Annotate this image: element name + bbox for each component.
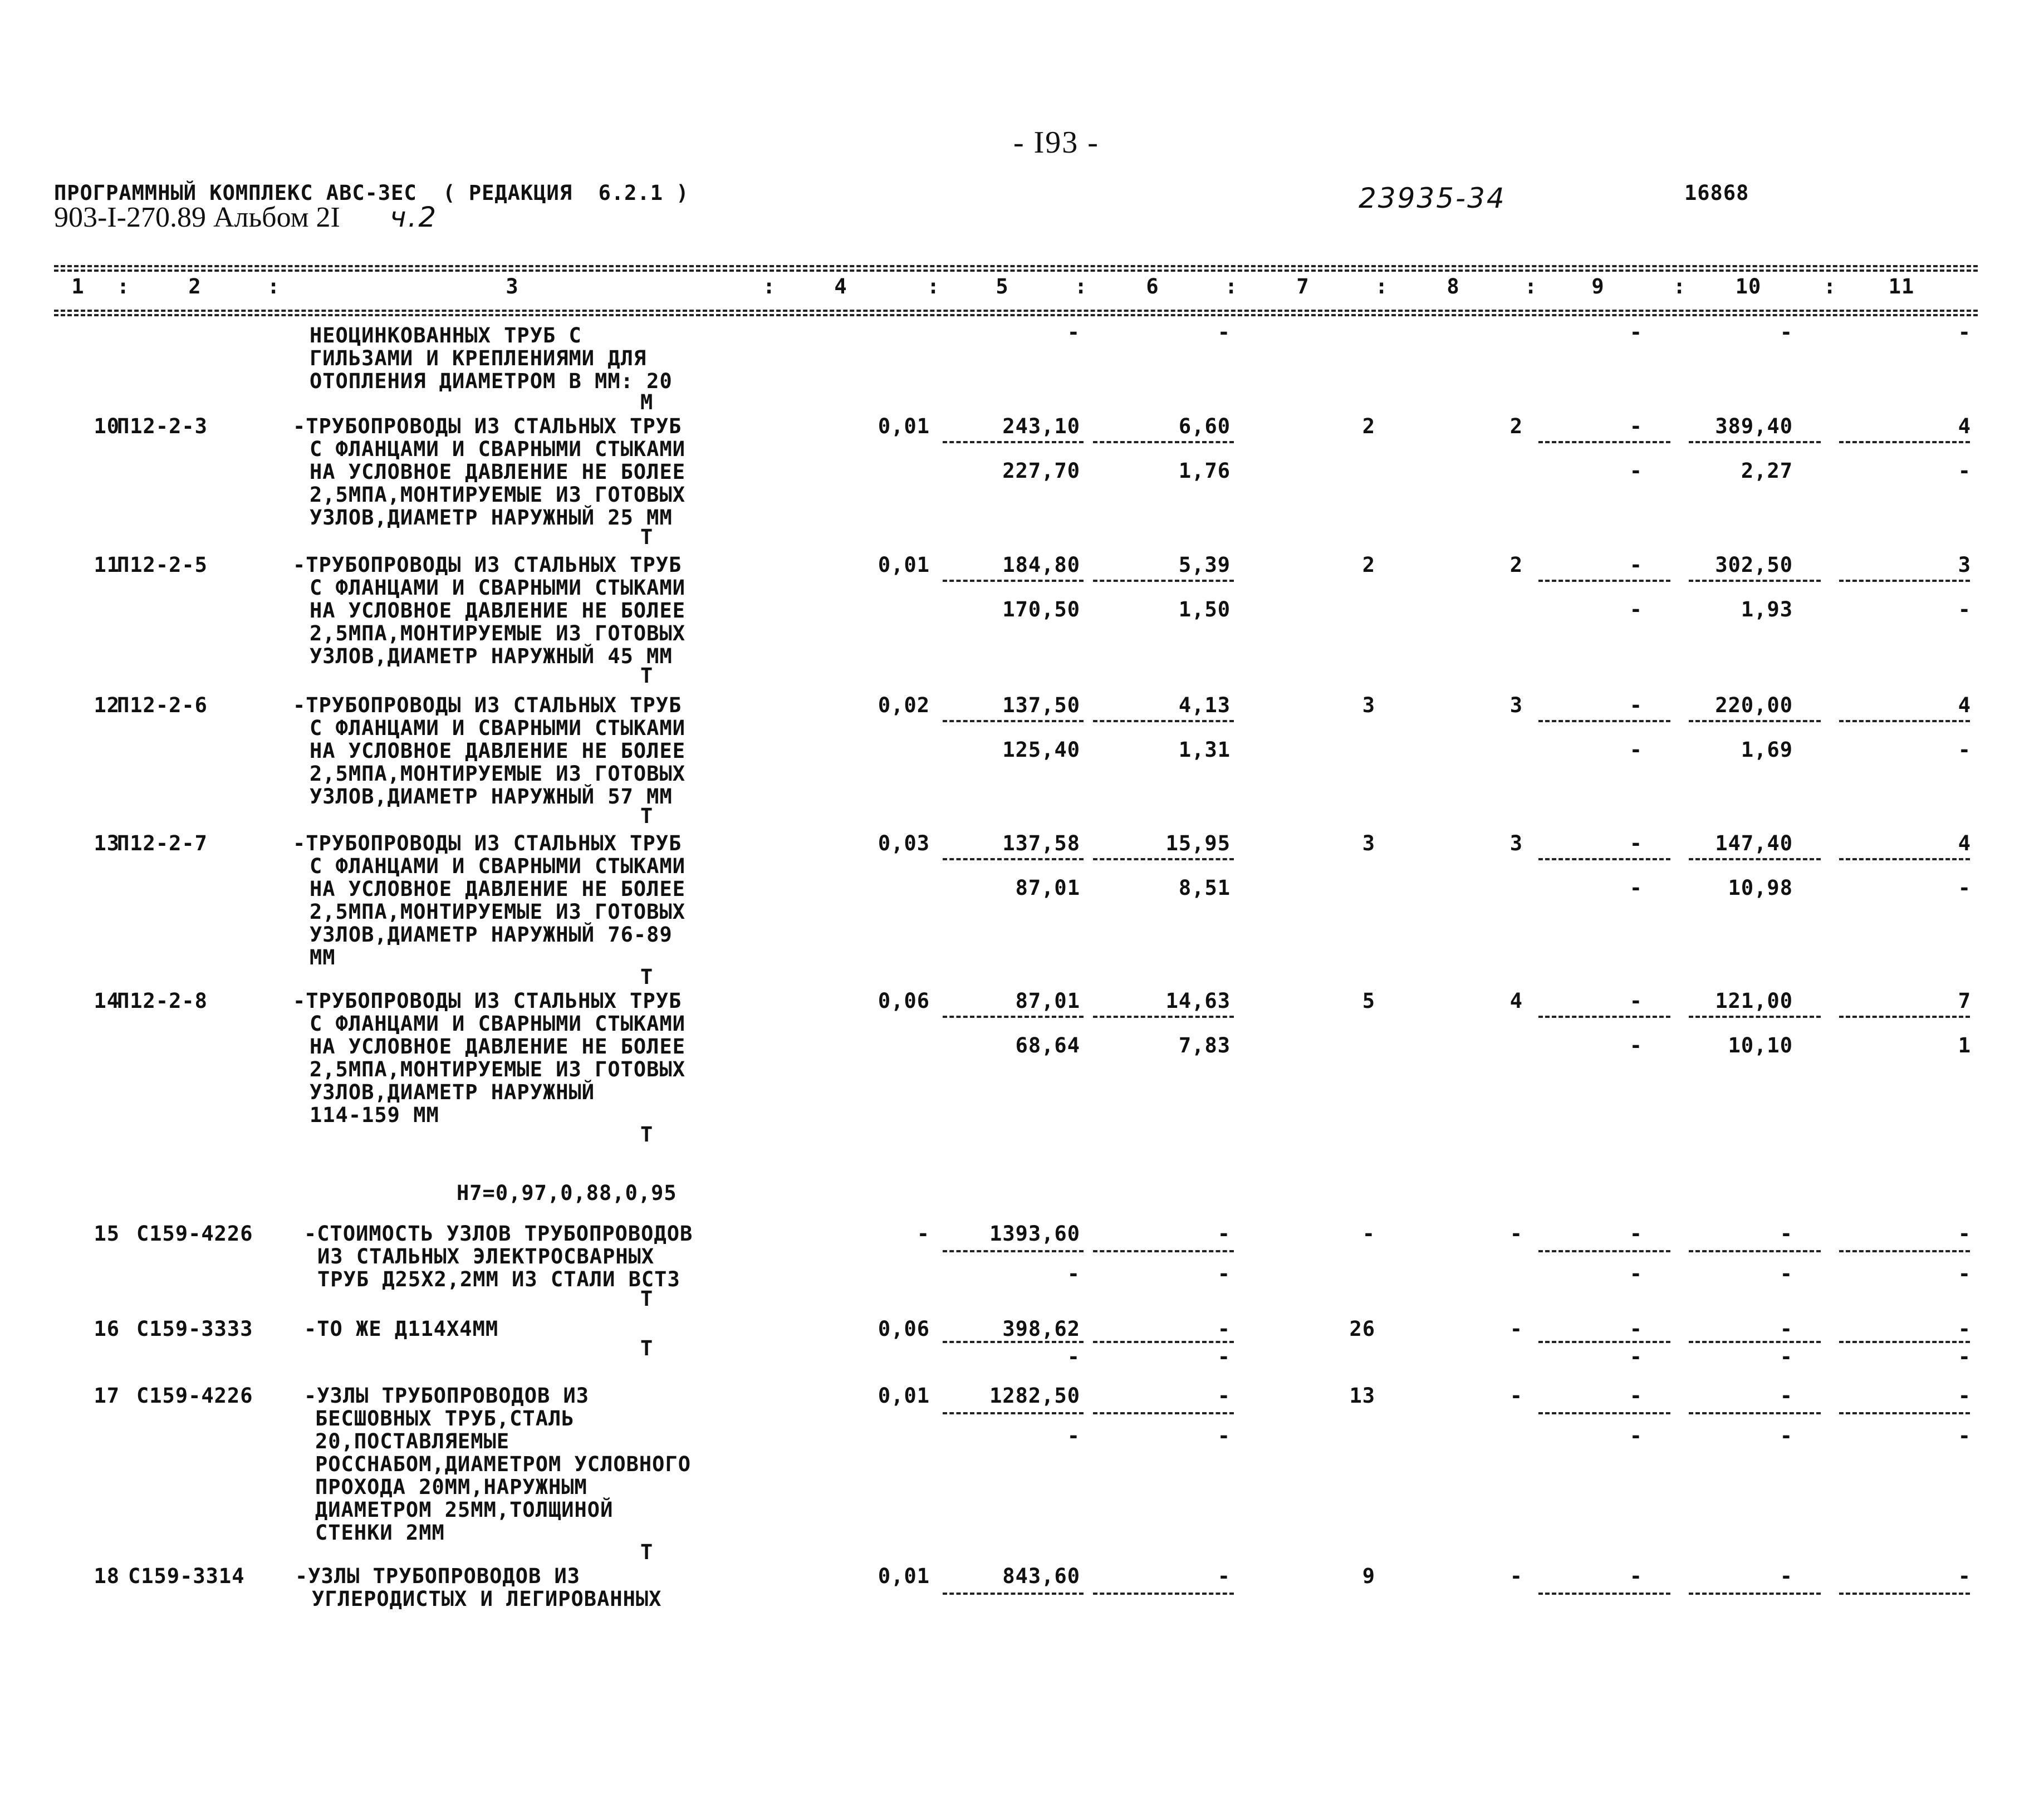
cell-col6-lower: - [1217, 1424, 1231, 1448]
cell-col9-lower: - [1629, 1262, 1643, 1286]
cell-col8: 2 [1509, 414, 1523, 438]
cell-col6: - [1217, 1222, 1231, 1246]
cell-col11-lower: - [1958, 459, 1971, 483]
col-header-2: 2 [188, 275, 202, 298]
divider-col10 [1689, 1250, 1821, 1252]
cell-col4: - [916, 1222, 930, 1246]
description-line: ГИЛЬЗАМИ И КРЕПЛЕНИЯМИ ДЛЯ [310, 346, 647, 370]
col-header-5: 5 [996, 275, 1009, 298]
col-separator: : [1075, 275, 1088, 298]
cell-col5-lower: 125,40 [1002, 738, 1080, 762]
divider-col6 [1093, 1341, 1234, 1343]
cell-col5-lower: - [1067, 1424, 1080, 1448]
cell-col7: 5 [1362, 989, 1375, 1013]
description-line: -ТРУБОПРОВОДЫ ИЗ СТАЛЬНЫХ ТРУБ [293, 414, 682, 438]
description-line: НА УСЛОВНОЕ ДАВЛЕНИЕ НЕ БОЛЕЕ [310, 877, 686, 901]
row-number: 13 [94, 831, 120, 855]
description-line: ТРУБ Д25Х2,2ММ ИЗ СТАЛИ ВСТ3 [317, 1267, 680, 1291]
cell-col6-lower: 7,83 [1178, 1033, 1231, 1057]
unit-label: Т [640, 525, 654, 549]
cell-col8: - [1509, 1384, 1523, 1408]
cell-col11-lower: - [1958, 876, 1971, 900]
cell-col5: 243,10 [1002, 414, 1080, 438]
description-line: С ФЛАНЦАМИ И СВАРНЫМИ СТЫКАМИ [310, 854, 686, 878]
description-line: 114-159 ММ [310, 1103, 439, 1127]
cell-col10-lower: - [1780, 1262, 1793, 1286]
cell-col7: 13 [1349, 1384, 1375, 1408]
cell-col4: 0,01 [878, 1564, 930, 1588]
cell-col6: - [1217, 1384, 1231, 1408]
col-header-3: 3 [506, 275, 519, 298]
cell-col11-lower: - [1958, 1424, 1971, 1448]
unit-label: Т [640, 1123, 654, 1147]
unit-label: Т [640, 965, 654, 989]
cell-col7: 3 [1362, 831, 1375, 855]
cell-col5: 1393,60 [989, 1222, 1080, 1246]
cell-col4: 0,02 [878, 693, 930, 717]
description-line: ПРОХОДА 20ММ,НАРУЖНЫМ [315, 1475, 587, 1499]
cell-col7: 2 [1362, 553, 1375, 577]
cell-col10-lower: 10,98 [1728, 876, 1793, 900]
cell-col10-lower: 10,10 [1728, 1033, 1793, 1057]
divider-col11 [1839, 1016, 1970, 1018]
divider-col5 [943, 858, 1084, 860]
cell-col9: - [1629, 1564, 1643, 1588]
divider-col5 [943, 1593, 1084, 1595]
divider-col9 [1538, 720, 1670, 722]
divider-col5 [943, 1250, 1084, 1252]
cell-col7: 26 [1349, 1317, 1375, 1341]
cell-col10: - [1780, 320, 1793, 344]
cell-col5-lower: 170,50 [1002, 597, 1080, 621]
description-line: НЕОЦИНКОВАННЫХ ТРУБ С [310, 324, 582, 347]
description-line: БЕСШОВНЫХ ТРУБ,СТАЛЬ [315, 1407, 575, 1431]
cell-col6-lower: 1,76 [1178, 459, 1231, 483]
col-separator: : [1225, 275, 1238, 298]
cell-col11-lower: - [1958, 738, 1971, 762]
cell-col11: - [1958, 1564, 1971, 1588]
col-separator: : [117, 275, 130, 298]
divider-col6 [1093, 441, 1234, 443]
price-code: С159-3314 [128, 1564, 245, 1588]
col-header-7: 7 [1296, 275, 1310, 298]
divider-col6 [1093, 858, 1234, 860]
divider-col6 [1093, 1016, 1234, 1018]
description-line: ИЗ СТАЛЬНЫХ ЭЛЕКТРОСВАРНЫХ [317, 1245, 655, 1268]
row-number: 15 [94, 1222, 120, 1246]
cell-col6-lower: - [1217, 1262, 1231, 1286]
description-line: УЗЛОВ,ДИАМЕТР НАРУЖНЫЙ 76-89 [310, 923, 673, 947]
price-code: П12-2-6 [117, 693, 208, 717]
divider-col9 [1538, 441, 1670, 443]
document-number: 23935-34 [1359, 182, 1506, 214]
cell-col11: - [1958, 320, 1971, 344]
col-separator: : [267, 275, 281, 298]
divider-col9 [1538, 858, 1670, 860]
divider-col10 [1689, 1016, 1821, 1018]
description-line: С ФЛАНЦАМИ И СВАРНЫМИ СТЫКАМИ [310, 437, 686, 461]
description-line: 2,5МПА,МОНТИРУЕМЫЕ ИЗ ГОТОВЫХ [310, 1057, 686, 1081]
description-line: -УЗЛЫ ТРУБОПРОВОДОВ ИЗ [295, 1564, 581, 1588]
cell-col11: - [1958, 1222, 1971, 1246]
cell-col5: 398,62 [1002, 1317, 1080, 1341]
cell-col10: 220,00 [1715, 693, 1793, 717]
description-line: -ТРУБОПРОВОДЫ ИЗ СТАЛЬНЫХ ТРУБ [293, 553, 682, 577]
description-line: УЗЛОВ,ДИАМЕТР НАРУЖНЫЙ 45 ММ [310, 644, 673, 668]
cell-col11: - [1958, 1384, 1971, 1408]
cell-col10: 147,40 [1715, 831, 1793, 855]
cell-col7: - [1362, 1222, 1375, 1246]
description-line: РОССНАБОМ,ДИАМЕТРОМ УСЛОВНОГО [315, 1452, 692, 1476]
cell-col6: - [1217, 1564, 1231, 1588]
cell-col6: - [1217, 1317, 1231, 1341]
cell-col4: 0,01 [878, 414, 930, 438]
cell-col8: 2 [1509, 553, 1523, 577]
col-separator: : [763, 275, 776, 298]
album-label: 903-I-270.89 Альбом 2I [54, 202, 340, 233]
divider-col9 [1538, 1593, 1670, 1595]
row-number: 12 [94, 693, 120, 717]
price-code: С159-4226 [136, 1222, 253, 1246]
divider-col11 [1839, 1341, 1970, 1343]
col-header-4: 4 [834, 275, 847, 298]
description-line: -ТРУБОПРОВОДЫ ИЗ СТАЛЬНЫХ ТРУБ [293, 831, 682, 855]
divider-col10 [1689, 441, 1821, 443]
cell-col8: 4 [1509, 989, 1523, 1013]
cell-col8: 3 [1509, 693, 1523, 717]
cell-col6-lower: - [1217, 1345, 1231, 1369]
description-line: ММ [310, 946, 336, 969]
description-line: СТЕНКИ 2ММ [315, 1521, 445, 1545]
cell-col6-lower: 8,51 [1178, 876, 1231, 900]
divider-col11 [1839, 858, 1970, 860]
divider-col9 [1538, 1250, 1670, 1252]
row-number: 10 [94, 414, 120, 438]
cell-col9: - [1629, 1222, 1643, 1246]
cell-col10: - [1780, 1222, 1793, 1246]
divider-col10 [1689, 1412, 1821, 1414]
cell-col6: 14,63 [1165, 989, 1231, 1013]
divider-col11 [1839, 441, 1970, 443]
divider-col9 [1538, 1016, 1670, 1018]
divider-col11 [1839, 1250, 1970, 1252]
cell-col10: - [1780, 1384, 1793, 1408]
cell-col11-lower: - [1958, 1345, 1971, 1369]
description-line: НА УСЛОВНОЕ ДАВЛЕНИЕ НЕ БОЛЕЕ [310, 460, 686, 484]
unit-label: Т [640, 804, 654, 828]
cell-col9-lower: - [1629, 597, 1643, 621]
cell-col4: 0,01 [878, 553, 930, 577]
divider-col11 [1839, 720, 1970, 722]
cell-col5: - [1067, 320, 1080, 344]
price-code: П12-2-8 [117, 989, 208, 1013]
cell-col6-lower: 1,50 [1178, 597, 1231, 621]
description-line: 2,5МПА,МОНТИРУЕМЫЕ ИЗ ГОТОВЫХ [310, 762, 686, 786]
description-line: С ФЛАНЦАМИ И СВАРНЫМИ СТЫКАМИ [310, 1012, 686, 1036]
description-line: -СТОИМОСТЬ УЗЛОВ ТРУБОПРОВОДОВ [304, 1222, 693, 1246]
divider-col9 [1538, 1341, 1670, 1343]
divider-col5 [943, 580, 1084, 582]
cell-col5: 87,01 [1015, 989, 1080, 1013]
description-line: УГЛЕРОДИСТЫХ И ЛЕГИРОВАННЫХ [312, 1587, 662, 1611]
description-line: 20,ПОСТАВЛЯЕМЫЕ [315, 1429, 510, 1453]
row-number: 11 [94, 553, 120, 577]
sheet-code: 16868 [1684, 181, 1749, 205]
cell-col7: 2 [1362, 414, 1375, 438]
cell-col10: 302,50 [1715, 553, 1793, 577]
cell-col4: 0,06 [878, 1317, 930, 1341]
col-separator: : [1673, 275, 1687, 298]
col-separator: : [1824, 275, 1837, 298]
price-code: С159-3333 [136, 1317, 253, 1341]
header-rule-bottom-2 [54, 314, 1978, 316]
description-line: -ТРУБОПРОВОДЫ ИЗ СТАЛЬНЫХ ТРУБ [293, 989, 682, 1013]
cell-col9-lower: - [1629, 738, 1643, 762]
cell-col10: 389,40 [1715, 414, 1793, 438]
cell-col11: 4 [1958, 831, 1971, 855]
cell-col9: - [1629, 989, 1643, 1013]
unit-label: М [640, 390, 654, 414]
description-line: НА УСЛОВНОЕ ДАВЛЕНИЕ НЕ БОЛЕЕ [310, 599, 686, 623]
col-header-6: 6 [1146, 275, 1159, 298]
cell-col11: 7 [1958, 989, 1971, 1013]
header-rule-top-2 [54, 270, 1978, 272]
cell-col11: 4 [1958, 693, 1971, 717]
divider-col5 [943, 1412, 1084, 1414]
divider-col11 [1839, 1593, 1970, 1595]
cell-col5-lower: - [1067, 1345, 1080, 1369]
description-line: УЗЛОВ,ДИАМЕТР НАРУЖНЫЙ 25 ММ [310, 506, 673, 530]
cell-col10: - [1780, 1317, 1793, 1341]
cell-col9-lower: - [1629, 1033, 1643, 1057]
cell-col5-lower: - [1067, 1262, 1080, 1286]
description-line: НА УСЛОВНОЕ ДАВЛЕНИЕ НЕ БОЛЕЕ [310, 739, 686, 763]
description-line: УЗЛОВ,ДИАМЕТР НАРУЖНЫЙ [310, 1080, 595, 1104]
cell-col8: - [1509, 1317, 1523, 1341]
description-line: -ТО ЖЕ Д114Х4ММ [304, 1317, 499, 1341]
cell-col9-lower: - [1629, 459, 1643, 483]
cell-col5: 1282,50 [989, 1384, 1080, 1408]
cell-col5: 137,50 [1002, 693, 1080, 717]
page-number: - I93 - [1013, 125, 1099, 160]
cell-col10-lower: - [1780, 1345, 1793, 1369]
cell-col9: - [1629, 1317, 1643, 1341]
price-code: П12-2-3 [117, 414, 208, 438]
col-header-10: 10 [1735, 275, 1762, 298]
cell-col6: 5,39 [1178, 553, 1231, 577]
cell-col9-lower: - [1629, 1424, 1643, 1448]
divider-col11 [1839, 1412, 1970, 1414]
unit-label: Т [640, 664, 654, 688]
description-line: ДИАМЕТРОМ 25ММ,ТОЛЩИНОЙ [315, 1498, 614, 1522]
description-line: 2,5МПА,МОНТИРУЕМЫЕ ИЗ ГОТОВЫХ [310, 900, 686, 924]
col-separator: : [1375, 275, 1389, 298]
album-part: ч.2 [390, 201, 438, 233]
divider-col6 [1093, 1250, 1234, 1252]
divider-col5 [943, 1341, 1084, 1343]
cell-col10-lower: 1,93 [1741, 597, 1793, 621]
description-line: УЗЛОВ,ДИАМЕТР НАРУЖНЫЙ 57 ММ [310, 785, 673, 809]
description-line: 2,5МПА,МОНТИРУЕМЫЕ ИЗ ГОТОВЫХ [310, 483, 686, 507]
price-code: П12-2-5 [117, 553, 208, 577]
cell-col11: 4 [1958, 414, 1971, 438]
row-number: 14 [94, 989, 120, 1013]
cell-col5-lower: 227,70 [1002, 459, 1080, 483]
divider-col6 [1093, 720, 1234, 722]
cell-col11: 3 [1958, 553, 1971, 577]
cell-col9: - [1629, 414, 1643, 438]
row-number: 17 [94, 1384, 120, 1408]
divider-col10 [1689, 580, 1821, 582]
unit-label: Т [640, 1287, 654, 1311]
description-line: С ФЛАНЦАМИ И СВАРНЫМИ СТЫКАМИ [310, 716, 686, 740]
program-title: ПРОГРАММНЫЙ КОМПЛЕКС АВС-ЗЕС ( РЕДАКЦИЯ 6.2.1 ) [54, 181, 689, 205]
cell-col6: 15,95 [1165, 831, 1231, 855]
row-number: 18 [94, 1564, 120, 1588]
description-line: 2,5МПА,МОНТИРУЕМЫЕ ИЗ ГОТОВЫХ [310, 621, 686, 645]
divider-col10 [1689, 1341, 1821, 1343]
cell-col9: - [1629, 553, 1643, 577]
col-separator: : [1525, 275, 1538, 298]
cell-col4: 0,03 [878, 831, 930, 855]
cell-col9: - [1629, 320, 1643, 344]
cell-col9: - [1629, 693, 1643, 717]
header-rule-bottom [54, 310, 1978, 312]
col-header-1: 1 [71, 275, 85, 298]
cell-col10-lower: - [1780, 1424, 1793, 1448]
cell-col9: - [1629, 1384, 1643, 1408]
divider-col10 [1689, 1593, 1821, 1595]
cell-col9: - [1629, 831, 1643, 855]
header-rule-top [54, 265, 1978, 267]
divider-col11 [1839, 580, 1970, 582]
cell-col4: 0,01 [878, 1384, 930, 1408]
cell-col9-lower: - [1629, 876, 1643, 900]
divider-col6 [1093, 1412, 1234, 1414]
cell-col7: 9 [1362, 1564, 1375, 1588]
cell-col10-lower: 1,69 [1741, 738, 1793, 762]
divider-col9 [1538, 1412, 1670, 1414]
row-number: 16 [94, 1317, 120, 1341]
cell-col6: - [1217, 320, 1231, 344]
cell-col11-lower: - [1958, 1262, 1971, 1286]
cell-col11: - [1958, 1317, 1971, 1341]
description-line: С ФЛАНЦАМИ И СВАРНЫМИ СТЫКАМИ [310, 576, 686, 600]
col-separator: : [927, 275, 940, 298]
description-line: -ТРУБОПРОВОДЫ ИЗ СТАЛЬНЫХ ТРУБ [293, 693, 682, 717]
cell-col5: 137,58 [1002, 831, 1080, 855]
cell-col9-lower: - [1629, 1345, 1643, 1369]
cell-col7: 3 [1362, 693, 1375, 717]
unit-label: Т [640, 1336, 654, 1360]
price-code: С159-4226 [136, 1384, 253, 1408]
cell-col4: 0,06 [878, 989, 930, 1013]
cell-col5: 184,80 [1002, 553, 1080, 577]
cell-col10: 121,00 [1715, 989, 1793, 1013]
divider-col9 [1538, 580, 1670, 582]
cell-col6: 6,60 [1178, 414, 1231, 438]
cell-col6-lower: 1,31 [1178, 738, 1231, 762]
cell-col10-lower: 2,27 [1741, 459, 1793, 483]
coefficient-line: Н7=0,97,0,88,0,95 [457, 1181, 677, 1205]
cell-col8: 3 [1509, 831, 1523, 855]
price-code: П12-2-7 [117, 831, 208, 855]
col-header-11: 11 [1888, 275, 1915, 298]
cell-col8: - [1509, 1564, 1523, 1588]
cell-col5: 843,60 [1002, 1564, 1080, 1588]
divider-col6 [1093, 580, 1234, 582]
col-header-8: 8 [1447, 275, 1460, 298]
cell-col5-lower: 68,64 [1015, 1033, 1080, 1057]
divider-col5 [943, 441, 1084, 443]
col-header-9: 9 [1591, 275, 1605, 298]
cell-col11-lower: - [1958, 597, 1971, 621]
cell-col10: - [1780, 1564, 1793, 1588]
description-line: НА УСЛОВНОЕ ДАВЛЕНИЕ НЕ БОЛЕЕ [310, 1035, 686, 1059]
divider-col10 [1689, 720, 1821, 722]
cell-col8: - [1509, 1222, 1523, 1246]
divider-col10 [1689, 858, 1821, 860]
cell-col6: 4,13 [1178, 693, 1231, 717]
divider-col5 [943, 720, 1084, 722]
divider-col6 [1093, 1593, 1234, 1595]
cell-col5-lower: 87,01 [1015, 876, 1080, 900]
unit-label: Т [640, 1540, 654, 1564]
cell-col11-lower: 1 [1958, 1033, 1971, 1057]
description-line: ОТОПЛЕНИЯ ДИАМЕТРОМ В ММ: 20 [310, 369, 673, 393]
description-line: -УЗЛЫ ТРУБОПРОВОДОВ ИЗ [304, 1384, 590, 1408]
divider-col5 [943, 1016, 1084, 1018]
